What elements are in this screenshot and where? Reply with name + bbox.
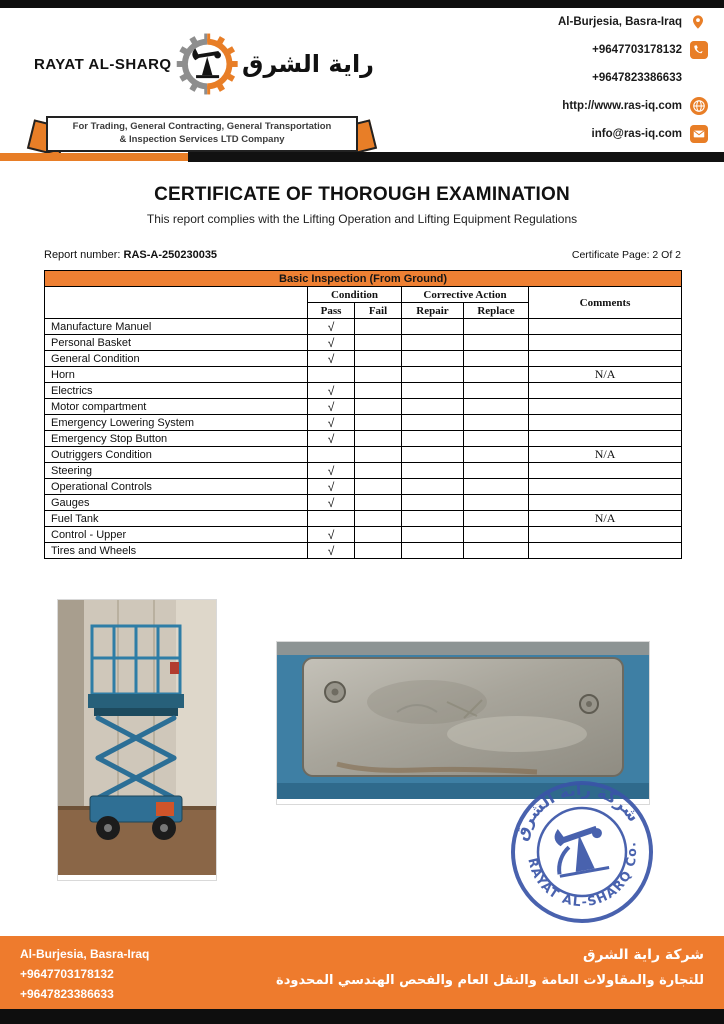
inspection-row	[45, 511, 682, 527]
pass-cell: √	[308, 415, 355, 431]
inspection-row	[45, 495, 682, 511]
item-cell: Emergency Stop Button	[45, 431, 308, 447]
fail-cell	[355, 335, 402, 351]
repair-cell	[402, 431, 464, 447]
tagline-line-2: & Inspection Services LTD Company	[119, 134, 285, 145]
comments-cell	[529, 527, 682, 543]
pass-cell: √	[308, 431, 355, 447]
repair-cell	[402, 543, 464, 559]
item-cell: General Condition	[45, 351, 308, 367]
replace-cell	[464, 543, 529, 559]
replace-cell	[464, 527, 529, 543]
contact-website-row	[458, 96, 708, 115]
contact-address-row	[458, 12, 708, 31]
contact-email: info@ras-iq.com	[591, 127, 682, 140]
item-cell: Control - Upper	[45, 527, 308, 543]
replace-cell	[464, 447, 529, 463]
repair-cell	[402, 447, 464, 463]
pass-cell: √	[308, 383, 355, 399]
fail-cell	[355, 367, 402, 383]
stamp-english-text: RAYAT AL-SHARQ Co.	[525, 839, 640, 910]
fail-cell	[355, 447, 402, 463]
replace-cell	[464, 415, 529, 431]
repair-cell	[402, 495, 464, 511]
repair-header: Repair	[402, 303, 464, 319]
top-black-bar	[0, 0, 724, 8]
inspection-row	[45, 463, 682, 479]
replace-cell	[464, 383, 529, 399]
fail-cell	[355, 527, 402, 543]
fail-cell	[355, 351, 402, 367]
comments-cell: N/A	[529, 511, 682, 527]
pass-cell: √	[308, 527, 355, 543]
pass-cell: √	[308, 463, 355, 479]
svg-text:RAYAT AL-SHARQ Co.	[525, 839, 648, 918]
replace-header: Replace	[464, 303, 529, 319]
fail-header: Fail	[355, 303, 402, 319]
footer-band	[0, 936, 724, 1009]
item-cell: Gauges	[45, 495, 308, 511]
gear-pumpjack-logo-icon	[176, 22, 238, 106]
divider-orange-segment	[0, 153, 188, 161]
pass-cell: √	[308, 351, 355, 367]
comments-cell	[529, 335, 682, 351]
stamp-pumpjack-icon	[552, 822, 609, 876]
pass-cell	[308, 511, 355, 527]
comments-header: Comments	[529, 287, 682, 319]
item-cell: Operational Controls	[45, 479, 308, 495]
fail-cell	[355, 543, 402, 559]
repair-cell	[402, 511, 464, 527]
repair-cell	[402, 383, 464, 399]
company-name-ar: راية الشرق	[241, 50, 374, 78]
pass-cell	[308, 367, 355, 383]
location-pin-icon	[690, 13, 708, 31]
comments-cell	[529, 463, 682, 479]
inspection-row	[45, 479, 682, 495]
condition-header: Condition	[308, 287, 402, 303]
company-name-en: RAYAT AL-SHARQ	[34, 55, 172, 73]
inspection-row	[45, 447, 682, 463]
item-cell: Fuel Tank	[45, 511, 308, 527]
globe-icon	[690, 97, 708, 115]
inspection-row	[45, 543, 682, 559]
item-cell: Manufacture Manuel	[45, 319, 308, 335]
company-logo-block	[34, 14, 374, 152]
divider-black-segment	[188, 152, 724, 162]
footer-arabic-company: شركة راية الشرق	[583, 947, 704, 963]
repair-cell	[402, 479, 464, 495]
fail-cell	[355, 479, 402, 495]
fail-cell	[355, 415, 402, 431]
tagline-ribbon	[34, 116, 370, 152]
repair-cell	[402, 463, 464, 479]
contact-email-row	[458, 124, 708, 143]
scissor-lift-photo	[58, 600, 216, 880]
contact-phone1: +9647703178132	[592, 43, 682, 56]
stamp-arabic-text: شركة راية الشرق	[511, 779, 644, 843]
footer-phone2: +9647823386633	[20, 987, 114, 1001]
replace-cell	[464, 335, 529, 351]
contact-address: Al-Burjesia, Basra-Iraq	[558, 15, 682, 28]
repair-cell	[402, 399, 464, 415]
repair-cell	[402, 319, 464, 335]
repair-cell	[402, 335, 464, 351]
pass-cell: √	[308, 399, 355, 415]
pass-cell: √	[308, 543, 355, 559]
fail-cell	[355, 319, 402, 335]
comments-cell	[529, 383, 682, 399]
company-stamp	[496, 766, 667, 937]
inspection-row	[45, 351, 682, 367]
report-info-row	[44, 249, 681, 261]
report-number-value: RAS-A-250230035	[123, 249, 218, 261]
replace-cell	[464, 399, 529, 415]
replace-cell	[464, 351, 529, 367]
fail-cell	[355, 463, 402, 479]
item-cell: Personal Basket	[45, 335, 308, 351]
footer-phone1: +9647703178132	[20, 967, 114, 981]
footer-address: Al-Burjesia, Basra-Iraq	[20, 947, 150, 961]
replace-cell	[464, 495, 529, 511]
item-header-cell	[45, 287, 308, 319]
contact-block	[458, 12, 708, 152]
certificate-page-label: Certificate Page: 2 Of 2	[571, 249, 681, 261]
pass-cell: √	[308, 495, 355, 511]
comments-cell	[529, 479, 682, 495]
repair-cell	[402, 527, 464, 543]
pass-cell: √	[308, 479, 355, 495]
inspection-row	[45, 399, 682, 415]
comments-cell: N/A	[529, 447, 682, 463]
comments-cell	[529, 431, 682, 447]
repair-cell	[402, 367, 464, 383]
item-cell: Steering	[45, 463, 308, 479]
repair-cell	[402, 415, 464, 431]
inspection-row	[45, 383, 682, 399]
replace-cell	[464, 511, 529, 527]
corrective-action-header: Corrective Action	[402, 287, 529, 303]
pass-cell	[308, 447, 355, 463]
envelope-icon	[690, 125, 708, 143]
contact-website: http://www.ras-iq.com	[562, 99, 682, 112]
pass-header: Pass	[308, 303, 355, 319]
replace-cell	[464, 463, 529, 479]
comments-cell: N/A	[529, 367, 682, 383]
item-cell: Outriggers Condition	[45, 447, 308, 463]
replace-cell	[464, 431, 529, 447]
fail-cell	[355, 399, 402, 415]
inspection-row	[45, 367, 682, 383]
repair-cell	[402, 351, 464, 367]
contact-phone2-row	[458, 68, 708, 87]
comments-cell	[529, 415, 682, 431]
certificate-subtitle: This report complies with the Lifting Operation and Lifting Equipment Regulations	[146, 212, 578, 226]
inspection-row	[45, 431, 682, 447]
certificate-title: CERTIFICATE OF THOROUGH EXAMINATION	[154, 184, 570, 205]
inspection-row	[45, 319, 682, 335]
replace-cell	[464, 319, 529, 335]
comments-cell	[529, 319, 682, 335]
footer-arabic-description: للتجارة والمقاولات العامة والنقل العام والفحص الهندسي المحدودة	[276, 973, 704, 988]
item-cell: Horn	[45, 367, 308, 383]
replace-cell	[464, 367, 529, 383]
comments-cell	[529, 351, 682, 367]
table-title: Basic Inspection (From Ground)	[45, 271, 682, 287]
pass-cell: √	[308, 319, 355, 335]
phone-icon	[690, 41, 708, 59]
item-cell: Motor compartment	[45, 399, 308, 415]
replace-cell	[464, 479, 529, 495]
inspection-row	[45, 527, 682, 543]
inspection-table-body	[45, 319, 682, 559]
fail-cell	[355, 511, 402, 527]
tagline-line-1: For Trading, General Contracting, General Transportation	[72, 121, 332, 133]
comments-cell	[529, 495, 682, 511]
item-cell: Tires and Wheels	[45, 543, 308, 559]
header-divider	[0, 152, 724, 162]
fail-cell	[355, 383, 402, 399]
item-cell: Emergency Lowering System	[45, 415, 308, 431]
pass-cell: √	[308, 335, 355, 351]
report-number-label: Report number:	[44, 249, 121, 261]
inspection-row	[45, 415, 682, 431]
fail-cell	[355, 431, 402, 447]
bottom-black-bar	[0, 1009, 724, 1024]
contact-phone2: +9647823386633	[592, 71, 682, 84]
inspection-table	[44, 270, 682, 559]
fail-cell	[355, 495, 402, 511]
comments-cell	[529, 543, 682, 559]
item-cell: Electrics	[45, 383, 308, 399]
inspection-row	[45, 335, 682, 351]
contact-phone1-row	[458, 40, 708, 59]
comments-cell	[529, 399, 682, 415]
